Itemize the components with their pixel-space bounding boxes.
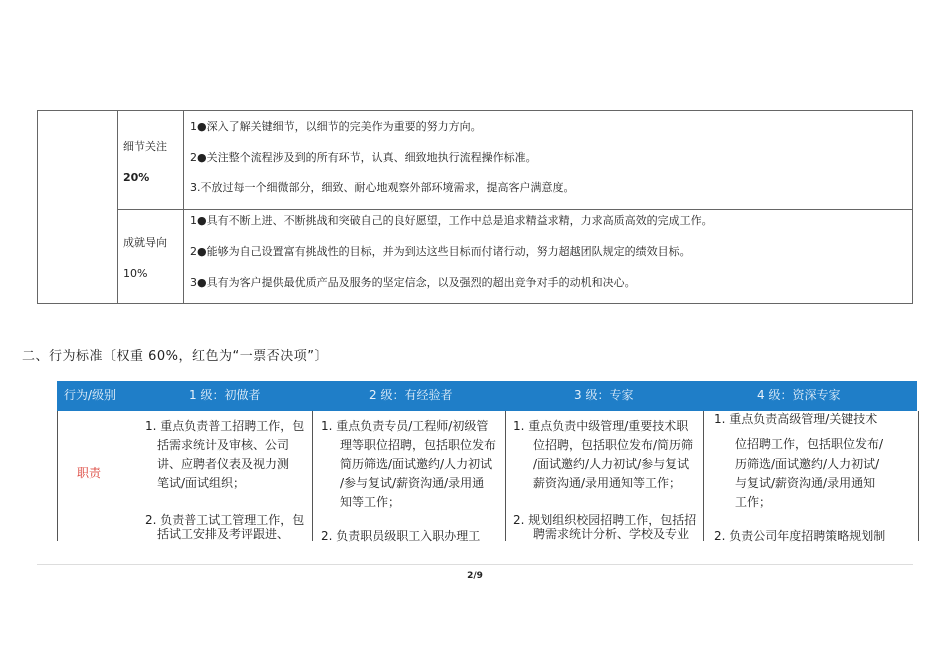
level1-line: 笔试/面试组织；	[157, 476, 246, 490]
competency-item: 2●关注整个流程涉及到的所有环节，认真、细致地执行流程操作标准。	[190, 151, 537, 164]
level2-line: 理等职位招聘，包括职位发布	[340, 438, 497, 452]
header-cell: 2 级：有经验者	[369, 388, 453, 402]
section-title: 二、行为标准〔权重 60%，红色为“一票否决项”〕	[22, 349, 328, 364]
level2-line: 2. 负责职员级职工入职办理工	[321, 529, 481, 543]
level2-line: 知等工作；	[340, 495, 401, 509]
footer-divider	[37, 564, 913, 565]
level3-line: 聘需求统计分析、学校及专业	[533, 527, 690, 541]
level3-line: /面试邀约/人力初试/参与复试	[533, 457, 690, 471]
page-number: 2/9	[467, 571, 483, 581]
competency-name: 细节关注	[123, 140, 167, 153]
level4-line: 与复试/薪资沟通/录用通知	[735, 476, 876, 490]
divider	[703, 411, 704, 541]
level1-line: 括试工安排及考评跟进、	[157, 527, 290, 541]
divider	[117, 111, 118, 303]
divider	[505, 411, 506, 541]
level4-line: 位招聘工作，包括职位发布/	[735, 437, 884, 451]
level4-line: 1. 重点负责高级管理/关键技术	[714, 412, 878, 426]
level4-line: 2. 负责公司年度招聘策略规划制	[714, 529, 886, 543]
competency-item: 1●具有不断上进、不断挑战和突破自己的良好愿望，工作中总是追求精益求精，力求高质高效的完成工作。	[190, 214, 713, 227]
competency-item: 3●具有为客户提供最优质产品及服务的坚定信念，以及强烈的超出竞争对手的动机和决心。	[190, 276, 636, 289]
competency-item: 3.不放过每一个细微部分，细致、耐心地观察外部环境需求，提高客户满意度。	[190, 181, 575, 194]
level1-line: 1. 重点负责普工招聘工作，包	[145, 419, 305, 433]
level2-line: 1. 重点负责专员/工程师/初级管	[321, 419, 489, 433]
level4-line: 历筛选/面试邀约/人力初试/	[735, 457, 880, 471]
level2-line: /参与复试/薪资沟通/录用通	[340, 476, 485, 490]
level4-line: 工作；	[735, 495, 772, 509]
level1-line: 括需求统计及审核、公司	[157, 438, 290, 452]
divider	[183, 111, 184, 303]
row-label: 职责	[77, 466, 102, 480]
table-header	[57, 381, 917, 411]
level3-line: 2. 规划组织校园招聘工作，包括招	[513, 513, 697, 527]
competency-item: 1●深入了解关键细节，以细节的完美作为重要的努力方向。	[190, 120, 482, 133]
divider	[312, 411, 313, 541]
competency-item: 2●能够为自己设置富有挑战性的目标，并为到达这些目标而付诸行动，努力超越团队规定的绩效目标。	[190, 245, 691, 258]
level1-line: 2. 负责普工试工管理工作，包	[145, 513, 305, 527]
competency-weight: 20%	[123, 171, 150, 184]
level2-line: 简历筛选/面试邀约/人力初试	[340, 457, 493, 471]
level3-line: 薪资沟通/录用通知等工作；	[533, 476, 682, 490]
level1-line: 讲、应聘者仪表及视力测	[157, 457, 290, 471]
header-cell: 行为/级别	[64, 388, 117, 402]
competency-table	[37, 110, 913, 304]
level3-line: 1. 重点负责中级管理/重要技术职	[513, 419, 689, 433]
competency-weight: 10%	[123, 267, 148, 280]
level3-line: 位招聘，包括职位发布/简历筛	[533, 438, 694, 452]
header-cell: 3 级：专家	[574, 388, 634, 402]
header-cell: 4 级：资深专家	[757, 388, 841, 402]
competency-name: 成就导向	[123, 236, 167, 249]
header-cell: 1 级：初做者	[189, 388, 261, 402]
divider	[117, 209, 912, 210]
